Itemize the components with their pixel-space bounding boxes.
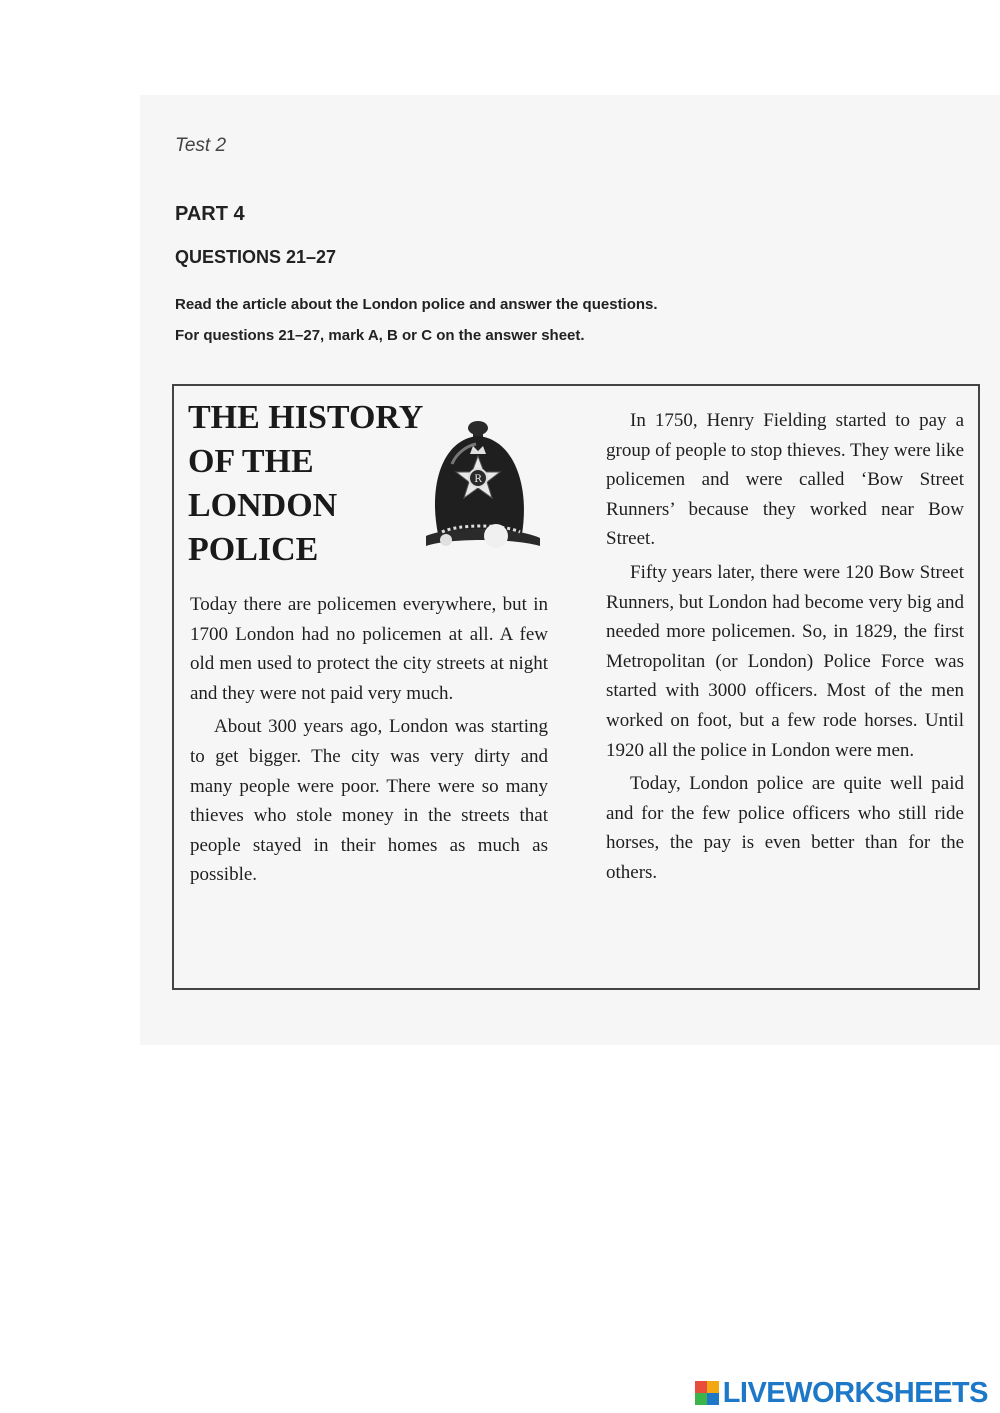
police-helmet-icon: [418, 414, 548, 564]
article-paragraph: In 1750, Henry Fielding started to pay a group of people to stop thieves. They were like policemen and were called ‘Bow Street Runners’ because they worked near Bow Street.: [606, 410, 964, 550]
svg-text:R: R: [474, 474, 482, 485]
questions-label: QUESTIONS 21–27: [175, 247, 337, 267]
article-paragraph: Today there are policemen everywhere, but in 1700 London had no policemen at all. A few old men used to protect the city streets at night and they were not paid very much.: [190, 594, 548, 704]
article-paragraph: Fifty years later, there were 120 Bow Street Runners, but London had become very big and needed more policemen. So, in 1829, the first Metropolitan (or London) Police Force was started with 3000 officers. Most of the men worked on foot, but a few rode horses. Until 1920 all the police in London were men.: [606, 561, 964, 761]
liveworksheets-logo-text: LIVEWORKSHEETS: [722, 1376, 988, 1409]
article-box: [172, 384, 980, 990]
liveworksheets-logo: [695, 1378, 988, 1408]
liveworksheets-logo-icon: [695, 1381, 719, 1405]
article-title-line: OF THE: [188, 443, 314, 480]
article-left-column: [190, 590, 548, 894]
instruction-read-article: Read the article about the London police and answer the questions.: [175, 296, 658, 313]
article-title: [188, 396, 448, 572]
article-title-line: POLICE: [188, 531, 319, 568]
test-label: Test 2: [175, 135, 227, 156]
part-label: PART 4: [175, 203, 245, 225]
article-paragraph: Today, London police are quite well paid and for the few police officers who still ride horses, the pay is even better than for the others.: [606, 773, 964, 883]
article-title-line: LONDON: [188, 487, 338, 524]
article-paragraph: About 300 years ago, London was starting to get bigger. The city was very dirty and many people were poor. There were so many thieves who stole money in the streets that people stayed in their homes as much as possible.: [190, 716, 548, 886]
article-right-column: [606, 406, 964, 892]
instruction-mark-answers: For questions 21–27, mark A, B or C on the answer sheet.: [175, 327, 585, 344]
article-title-line: THE HISTORY: [188, 399, 424, 436]
